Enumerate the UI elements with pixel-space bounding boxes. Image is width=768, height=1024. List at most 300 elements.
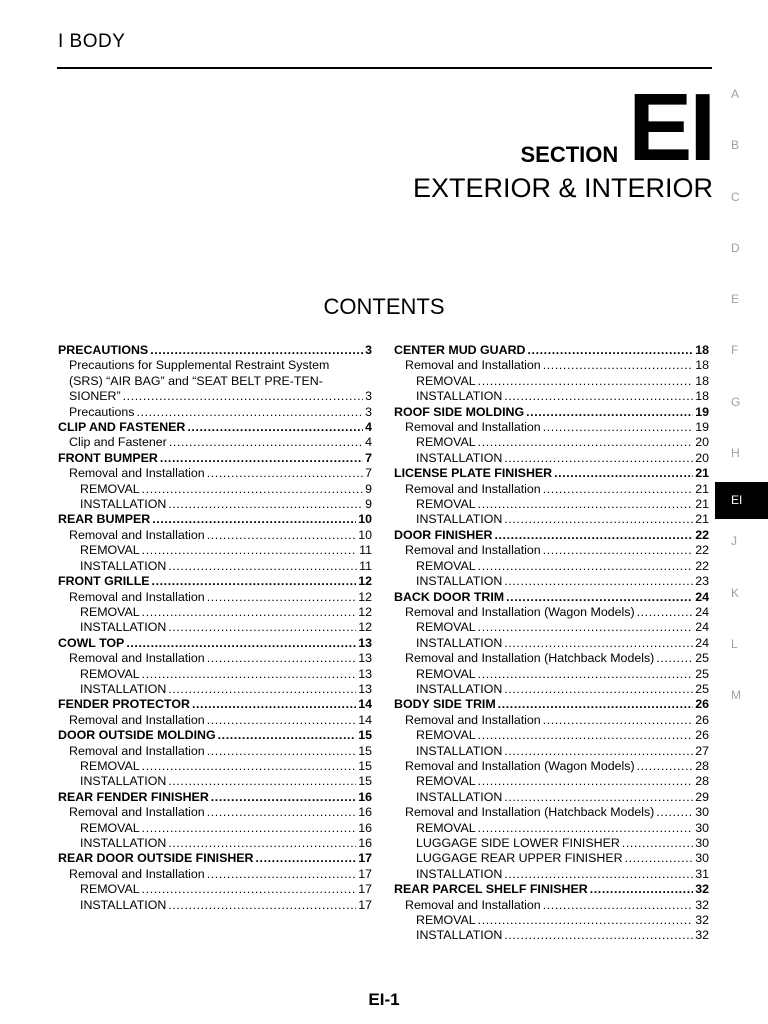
toc-leader-dots — [543, 898, 694, 913]
toc-entry-page: 32 — [695, 897, 709, 912]
toc-entry-page: 30 — [695, 805, 709, 820]
toc-leader-dots — [187, 420, 363, 435]
toc-leader-dots — [142, 882, 357, 897]
toc-entry-label: INSTALLATION — [416, 450, 503, 465]
toc-entry[interactable] — [58, 836, 372, 851]
toc-entry-page: 13 — [358, 651, 372, 666]
toc-leader-dots — [142, 543, 357, 558]
toc-entry-label: INSTALLATION — [416, 789, 503, 804]
toc-entry-page: 24 — [695, 635, 709, 650]
toc-section-entry[interactable] — [58, 636, 372, 651]
toc-leader-dots — [218, 728, 357, 743]
toc-leader-dots — [207, 651, 357, 666]
toc-right-column — [394, 343, 709, 944]
toc-leader-dots — [504, 744, 693, 759]
toc-leader-dots — [168, 898, 356, 913]
toc-entry-page: 28 — [695, 758, 709, 773]
toc-leader-dots — [637, 759, 694, 774]
toc-leader-dots — [136, 405, 363, 420]
toc-leader-dots — [478, 728, 694, 743]
toc-entry[interactable] — [58, 821, 372, 836]
toc-entry[interactable] — [394, 867, 709, 882]
toc-entry-text-line: Precautions for Supplemental Restraint System — [69, 358, 330, 373]
toc-entry-label: INSTALLATION — [416, 743, 503, 758]
toc-entry[interactable] — [58, 466, 372, 481]
toc-leader-dots — [543, 713, 694, 728]
toc-entry-label: Removal and Installation (Wagon Models) — [405, 604, 635, 619]
toc-entry-page: 23 — [695, 574, 709, 589]
section-tab-d[interactable]: D — [731, 240, 740, 255]
toc-entry-label: REMOVAL — [416, 666, 476, 681]
toc-leader-dots — [504, 867, 693, 882]
toc-entry[interactable] — [58, 389, 372, 404]
section-tab-e[interactable]: E — [731, 292, 740, 307]
toc-leader-dots — [478, 435, 694, 450]
toc-entry-page: 21 — [695, 481, 709, 496]
toc-entry-label: LICENSE PLATE FINISHER — [394, 466, 553, 481]
toc-entry[interactable] — [394, 790, 709, 805]
toc-leader-dots — [625, 851, 694, 866]
toc-entry-label: REMOVAL — [416, 774, 476, 789]
toc-entry[interactable] — [58, 744, 372, 759]
toc-leader-dots — [207, 528, 357, 543]
toc-entry-page: 17 — [358, 851, 372, 866]
toc-section-entry[interactable] — [394, 528, 709, 543]
toc-leader-dots — [637, 605, 694, 620]
toc-entry[interactable] — [394, 805, 709, 820]
toc-leader-dots — [504, 574, 693, 589]
toc-entry-label: REMOVAL — [416, 497, 476, 512]
toc-entry-label: Removal and Installation (Wagon Models) — [405, 758, 635, 773]
toc-entry-page: 15 — [358, 758, 372, 773]
section-tab-ei[interactable]: EI — [715, 482, 768, 519]
toc-left-column — [58, 343, 372, 913]
toc-entry-label: DOOR FINISHER — [394, 527, 493, 542]
toc-leader-dots — [504, 928, 693, 943]
toc-entry-page: 19 — [695, 404, 709, 419]
toc-entry-page: 32 — [695, 928, 709, 943]
toc-section-entry[interactable] — [58, 574, 372, 589]
toc-entry-label: DOOR OUTSIDE MOLDING — [58, 728, 216, 743]
toc-entry[interactable] — [394, 543, 709, 558]
toc-entry[interactable] — [394, 420, 709, 435]
toc-leader-dots — [478, 559, 694, 574]
toc-entry-label: REMOVAL — [80, 820, 140, 835]
toc-entry-page: 7 — [365, 450, 372, 465]
toc-entry-page: 18 — [695, 373, 709, 388]
toc-entry-page: 21 — [695, 497, 709, 512]
toc-entry-page: 29 — [695, 789, 709, 804]
toc-entry-page: 25 — [695, 681, 709, 696]
toc-entry-label: REMOVAL — [80, 481, 140, 496]
toc-leader-dots — [504, 451, 693, 466]
toc-entry-page: 22 — [695, 558, 709, 573]
section-tab-c[interactable]: C — [731, 189, 740, 204]
toc-entry-label: INSTALLATION — [80, 558, 167, 573]
toc-entry-label: Removal and Installation — [69, 712, 205, 727]
toc-entry-page: 24 — [695, 589, 709, 604]
toc-entry-page: 30 — [695, 836, 709, 850]
toc-leader-dots — [168, 774, 356, 789]
toc-leader-dots — [207, 590, 357, 605]
toc-entry-label: INSTALLATION — [416, 866, 503, 881]
toc-section-entry[interactable] — [394, 343, 709, 358]
toc-entry[interactable] — [394, 913, 709, 928]
toc-entry-label: BACK DOOR TRIM — [394, 589, 505, 604]
toc-entry-label: Removal and Installation — [405, 543, 541, 558]
toc-entry[interactable] — [394, 836, 709, 851]
toc-entry[interactable] — [394, 605, 709, 620]
toc-entry-label: Removal and Installation — [69, 805, 205, 820]
toc-entry-label: Removal and Installation — [69, 466, 205, 481]
toc-leader-dots — [207, 713, 357, 728]
toc-entry[interactable] — [58, 497, 372, 512]
toc-entry[interactable] — [58, 590, 372, 605]
toc-leader-dots — [142, 759, 357, 774]
toc-leader-dots — [207, 805, 357, 820]
section-tab-k[interactable]: K — [731, 585, 740, 600]
toc-entry[interactable] — [58, 482, 372, 497]
toc-entry[interactable] — [58, 405, 372, 420]
toc-entry-page: 17 — [358, 866, 372, 881]
section-tab-h[interactable]: H — [731, 446, 740, 461]
toc-entry-label: BODY SIDE TRIM — [394, 697, 496, 712]
toc-entry-page: 26 — [695, 712, 709, 727]
toc-entry[interactable] — [394, 774, 709, 789]
toc-entry-label: Removal and Installation — [69, 589, 205, 604]
toc-entry-label: FRONT BUMPER — [58, 450, 158, 465]
toc-entry[interactable] — [58, 559, 372, 574]
toc-entry-page: 9 — [365, 481, 372, 496]
toc-entry-page: 22 — [695, 527, 709, 542]
toc-entry-page: 26 — [695, 697, 709, 712]
toc-entry-label: Removal and Installation — [405, 712, 541, 727]
toc-entry-page: 17 — [358, 882, 372, 897]
toc-entry-page: 25 — [695, 651, 709, 666]
toc-entry-label: REMOVAL — [416, 913, 476, 928]
toc-entry-page: 21 — [695, 512, 709, 527]
toc-leader-dots — [622, 836, 693, 851]
toc-entry-label: INSTALLATION — [80, 620, 167, 635]
toc-entry-page: 12 — [358, 604, 372, 619]
toc-entry-page: 26 — [695, 728, 709, 743]
toc-leader-dots — [168, 497, 363, 512]
toc-entry-page: 9 — [365, 497, 372, 512]
toc-entry-label: INSTALLATION — [416, 928, 503, 943]
toc-entry-page: 4 — [365, 420, 372, 435]
toc-section-entry[interactable] — [58, 451, 372, 466]
toc-entry-label: INSTALLATION — [80, 836, 167, 850]
toc-entry-label: FENDER PROTECTOR — [58, 697, 190, 712]
toc-entry[interactable] — [58, 605, 372, 620]
toc-leader-dots — [142, 821, 357, 836]
toc-section-entry[interactable] — [58, 697, 372, 712]
toc-entry[interactable] — [394, 851, 709, 866]
toc-section-entry[interactable] — [394, 405, 709, 420]
toc-leader-dots — [192, 697, 356, 712]
toc-entry[interactable] — [394, 512, 709, 527]
toc-entry[interactable] — [58, 898, 372, 913]
toc-leader-dots — [504, 682, 693, 697]
toc-leader-dots — [543, 358, 694, 373]
toc-leader-dots — [478, 774, 694, 789]
toc-entry-label: Removal and Installation — [69, 651, 205, 666]
toc-section-entry[interactable] — [58, 728, 372, 743]
toc-section-entry[interactable] — [394, 882, 709, 897]
toc-entry[interactable] — [394, 728, 709, 743]
toc-entry-label: Removal and Installation — [69, 743, 205, 758]
toc-leader-dots — [504, 389, 693, 404]
toc-entry-label: INSTALLATION — [416, 681, 503, 696]
toc-entry[interactable] — [58, 774, 372, 789]
section-index-tabs — [729, 86, 768, 739]
toc-leader-dots — [506, 590, 693, 605]
toc-entry-page: 22 — [695, 543, 709, 558]
section-tab-a[interactable]: A — [731, 87, 740, 101]
toc-entry-label: REAR DOOR OUTSIDE FINISHER — [58, 851, 254, 866]
toc-entry[interactable] — [394, 759, 709, 774]
toc-entry-label: Removal and Installation — [69, 866, 205, 881]
toc-entry-label: FRONT GRILLE — [58, 574, 150, 589]
toc-entry[interactable] — [394, 497, 709, 512]
header-title: I BODY — [58, 31, 126, 52]
toc-entry-label: INSTALLATION — [80, 681, 167, 696]
toc-entry[interactable] — [58, 682, 372, 697]
toc-entry-label: Precautions — [69, 404, 135, 419]
toc-entry-label: Removal and Installation — [69, 527, 205, 542]
toc-leader-dots — [504, 636, 693, 651]
toc-entry[interactable] — [394, 482, 709, 497]
toc-leader-dots — [543, 543, 694, 558]
toc-entry-label: LUGGAGE REAR UPPER FINISHER — [416, 851, 623, 866]
toc-entry-label: REMOVAL — [416, 558, 476, 573]
toc-entry-page: 16 — [358, 820, 372, 835]
toc-entry[interactable] — [58, 667, 372, 682]
toc-entry-page: 18 — [695, 389, 709, 404]
toc-entry-label: Removal and Installation — [405, 420, 541, 435]
toc-entry-page: 27 — [695, 743, 709, 758]
toc-entry-label: REAR PARCEL SHELF FINISHER — [394, 882, 588, 897]
toc-leader-dots — [478, 667, 694, 682]
toc-entry[interactable] — [58, 435, 372, 450]
section-heading — [520, 74, 714, 182]
toc-entry[interactable] — [394, 713, 709, 728]
toc-leader-dots — [142, 482, 363, 497]
toc-entry-page: 28 — [695, 774, 709, 789]
toc-entry[interactable] — [58, 882, 372, 897]
section-tab-g[interactable]: G — [731, 394, 741, 409]
toc-entry-label: INSTALLATION — [416, 574, 503, 589]
toc-entry-page: 11 — [359, 558, 372, 573]
toc-section-entry[interactable] — [394, 466, 709, 481]
toc-entry[interactable] — [394, 374, 709, 389]
toc-entry[interactable] — [58, 713, 372, 728]
toc-entry[interactable] — [394, 358, 709, 373]
toc-entry-label: REMOVAL — [416, 435, 476, 450]
toc-leader-dots — [126, 636, 356, 651]
toc-leader-dots — [478, 913, 694, 928]
toc-entry[interactable] — [58, 528, 372, 543]
toc-entry-label: REMOVAL — [80, 882, 140, 897]
toc-entry-page: 3 — [365, 404, 372, 419]
toc-leader-dots — [152, 512, 356, 527]
toc-entry[interactable] — [394, 682, 709, 697]
section-tab-f[interactable]: F — [731, 343, 739, 358]
toc-entry-page: 15 — [358, 728, 372, 743]
toc-entry[interactable] — [394, 451, 709, 466]
toc-entry-page: 24 — [695, 620, 709, 635]
toc-entry[interactable] — [394, 574, 709, 589]
toc-leader-dots — [504, 790, 693, 805]
toc-entry-label: REAR BUMPER — [58, 512, 151, 527]
section-tab-b[interactable]: B — [731, 138, 740, 153]
toc-entry-page: 16 — [358, 805, 372, 820]
toc-entry-page: 3 — [365, 343, 372, 357]
toc-entry-page: 14 — [358, 697, 372, 712]
toc-entry-label: Removal and Installation (Hatchback Models) — [405, 651, 655, 666]
toc-leader-dots — [123, 389, 363, 404]
toc-entry[interactable] — [394, 389, 709, 404]
toc-leader-dots — [207, 867, 357, 882]
toc-entry-label: REMOVAL — [416, 373, 476, 388]
toc-section-entry[interactable] — [58, 343, 372, 358]
toc-entry[interactable] — [58, 543, 372, 558]
toc-entry-page: 10 — [358, 512, 372, 527]
toc-entry-label: Removal and Installation — [405, 481, 541, 496]
section-tab-j[interactable]: J — [731, 534, 737, 549]
toc-entry-page: 16 — [358, 789, 372, 804]
toc-entry-page: 4 — [365, 435, 372, 450]
toc-leader-dots — [142, 667, 357, 682]
toc-leader-dots — [207, 744, 357, 759]
toc-entry-page: 16 — [358, 836, 372, 850]
toc-leader-dots — [478, 497, 694, 512]
toc-entry[interactable] — [58, 651, 372, 666]
toc-entry-page: 18 — [695, 343, 709, 357]
toc-section-entry[interactable] — [58, 420, 372, 435]
toc-entry-label: CENTER MUD GUARD — [394, 343, 526, 357]
toc-leader-dots — [168, 559, 357, 574]
toc-entry[interactable] — [394, 667, 709, 682]
toc-leader-dots — [504, 512, 693, 527]
toc-section-entry[interactable] — [58, 512, 372, 527]
toc-section-entry[interactable] — [394, 697, 709, 712]
section-tab-l[interactable]: L — [731, 636, 738, 651]
toc-entry-label: REMOVAL — [416, 820, 476, 835]
toc-entry[interactable] — [394, 559, 709, 574]
toc-entry-page: 19 — [695, 420, 709, 435]
toc-entry-label: SIONER” — [69, 389, 121, 404]
toc-entry-label: INSTALLATION — [80, 774, 167, 789]
toc-entry-page: 7 — [365, 466, 372, 481]
toc-entry-page: 32 — [695, 913, 709, 928]
toc-entry-label: REMOVAL — [80, 543, 140, 558]
toc-entry-label: REAR FENDER FINISHER — [58, 789, 209, 804]
toc-entry-label: Removal and Installation — [405, 358, 541, 373]
toc-entry-page: 20 — [695, 435, 709, 450]
toc-entry-label: REMOVAL — [80, 666, 140, 681]
toc-entry[interactable] — [58, 805, 372, 820]
toc-entry-page: 17 — [358, 897, 372, 912]
toc-entry-text-line: (SRS) “AIR BAG” and “SEAT BELT PRE-TEN- — [69, 373, 323, 388]
toc-leader-dots — [168, 682, 356, 697]
toc-entry-page: 31 — [695, 866, 709, 881]
toc-entry-page: 18 — [695, 358, 709, 373]
toc-leader-dots — [152, 574, 357, 589]
toc-entry-page: 13 — [358, 666, 372, 681]
toc-entry-label: PRECAUTIONS — [58, 343, 149, 357]
toc-entry[interactable] — [394, 821, 709, 836]
toc-leader-dots — [150, 343, 363, 358]
toc-entry-page: 14 — [358, 712, 372, 727]
toc-entry[interactable] — [58, 867, 372, 882]
toc-entry-page: 12 — [358, 620, 372, 635]
toc-leader-dots — [169, 435, 363, 450]
toc-entry-label: Removal and Installation — [405, 897, 541, 912]
toc-leader-dots — [554, 466, 693, 481]
toc-leader-dots — [211, 790, 356, 805]
toc-section-entry[interactable] — [394, 590, 709, 605]
toc-entry-page: 21 — [695, 466, 709, 481]
toc-entry-page: 32 — [695, 882, 709, 897]
toc-leader-dots — [256, 851, 357, 866]
toc-leader-dots — [142, 605, 357, 620]
toc-leader-dots — [478, 620, 694, 635]
toc-entry-page: 15 — [358, 743, 372, 758]
toc-section-entry[interactable] — [58, 790, 372, 805]
toc-leader-dots — [478, 821, 694, 836]
toc-entry[interactable] — [58, 759, 372, 774]
toc-entry[interactable] — [58, 620, 372, 635]
toc-entry-label: REMOVAL — [80, 604, 140, 619]
toc-entry-page: 12 — [358, 589, 372, 604]
toc-entry-page: 15 — [358, 774, 372, 789]
toc-leader-dots — [498, 697, 694, 712]
section-subtitle: EXTERIOR & INTERIOR — [412, 173, 713, 203]
header-rule — [57, 67, 712, 69]
toc-entry-label: CLIP AND FASTENER — [58, 420, 186, 435]
section-tab-m[interactable]: M — [731, 688, 741, 703]
toc-leader-dots — [543, 420, 694, 435]
toc-leader-dots — [656, 805, 693, 820]
toc-entry[interactable] — [394, 898, 709, 913]
toc-entry-label: REMOVAL — [416, 728, 476, 743]
toc-entry-label: REMOVAL — [80, 758, 140, 773]
toc-entry-label: INSTALLATION — [416, 512, 503, 527]
toc-entry[interactable] — [394, 636, 709, 651]
toc-leader-dots — [478, 374, 694, 389]
toc-entry[interactable] — [394, 928, 709, 943]
toc-entry[interactable] — [394, 435, 709, 450]
toc-entry[interactable] — [394, 651, 709, 666]
toc-entry-page: 3 — [365, 389, 372, 404]
toc-entry-label: Clip and Fastener — [69, 435, 167, 450]
toc-leader-dots — [207, 466, 363, 481]
toc-entry-page: 12 — [358, 574, 372, 589]
toc-section-entry[interactable] — [58, 851, 372, 866]
toc-leader-dots — [590, 882, 694, 897]
toc-entry-label: INSTALLATION — [80, 897, 167, 912]
toc-entry-page: 25 — [695, 666, 709, 681]
toc-entry-page: 30 — [695, 820, 709, 835]
toc-entry-page: 10 — [358, 527, 372, 542]
toc-entry[interactable] — [394, 744, 709, 759]
toc-entry-label: ROOF SIDE MOLDING — [394, 404, 525, 419]
toc-leader-dots — [168, 620, 356, 635]
toc-entry[interactable] — [394, 620, 709, 635]
section-word: SECTION — [520, 142, 619, 167]
toc-entry-label: INSTALLATION — [80, 497, 167, 512]
